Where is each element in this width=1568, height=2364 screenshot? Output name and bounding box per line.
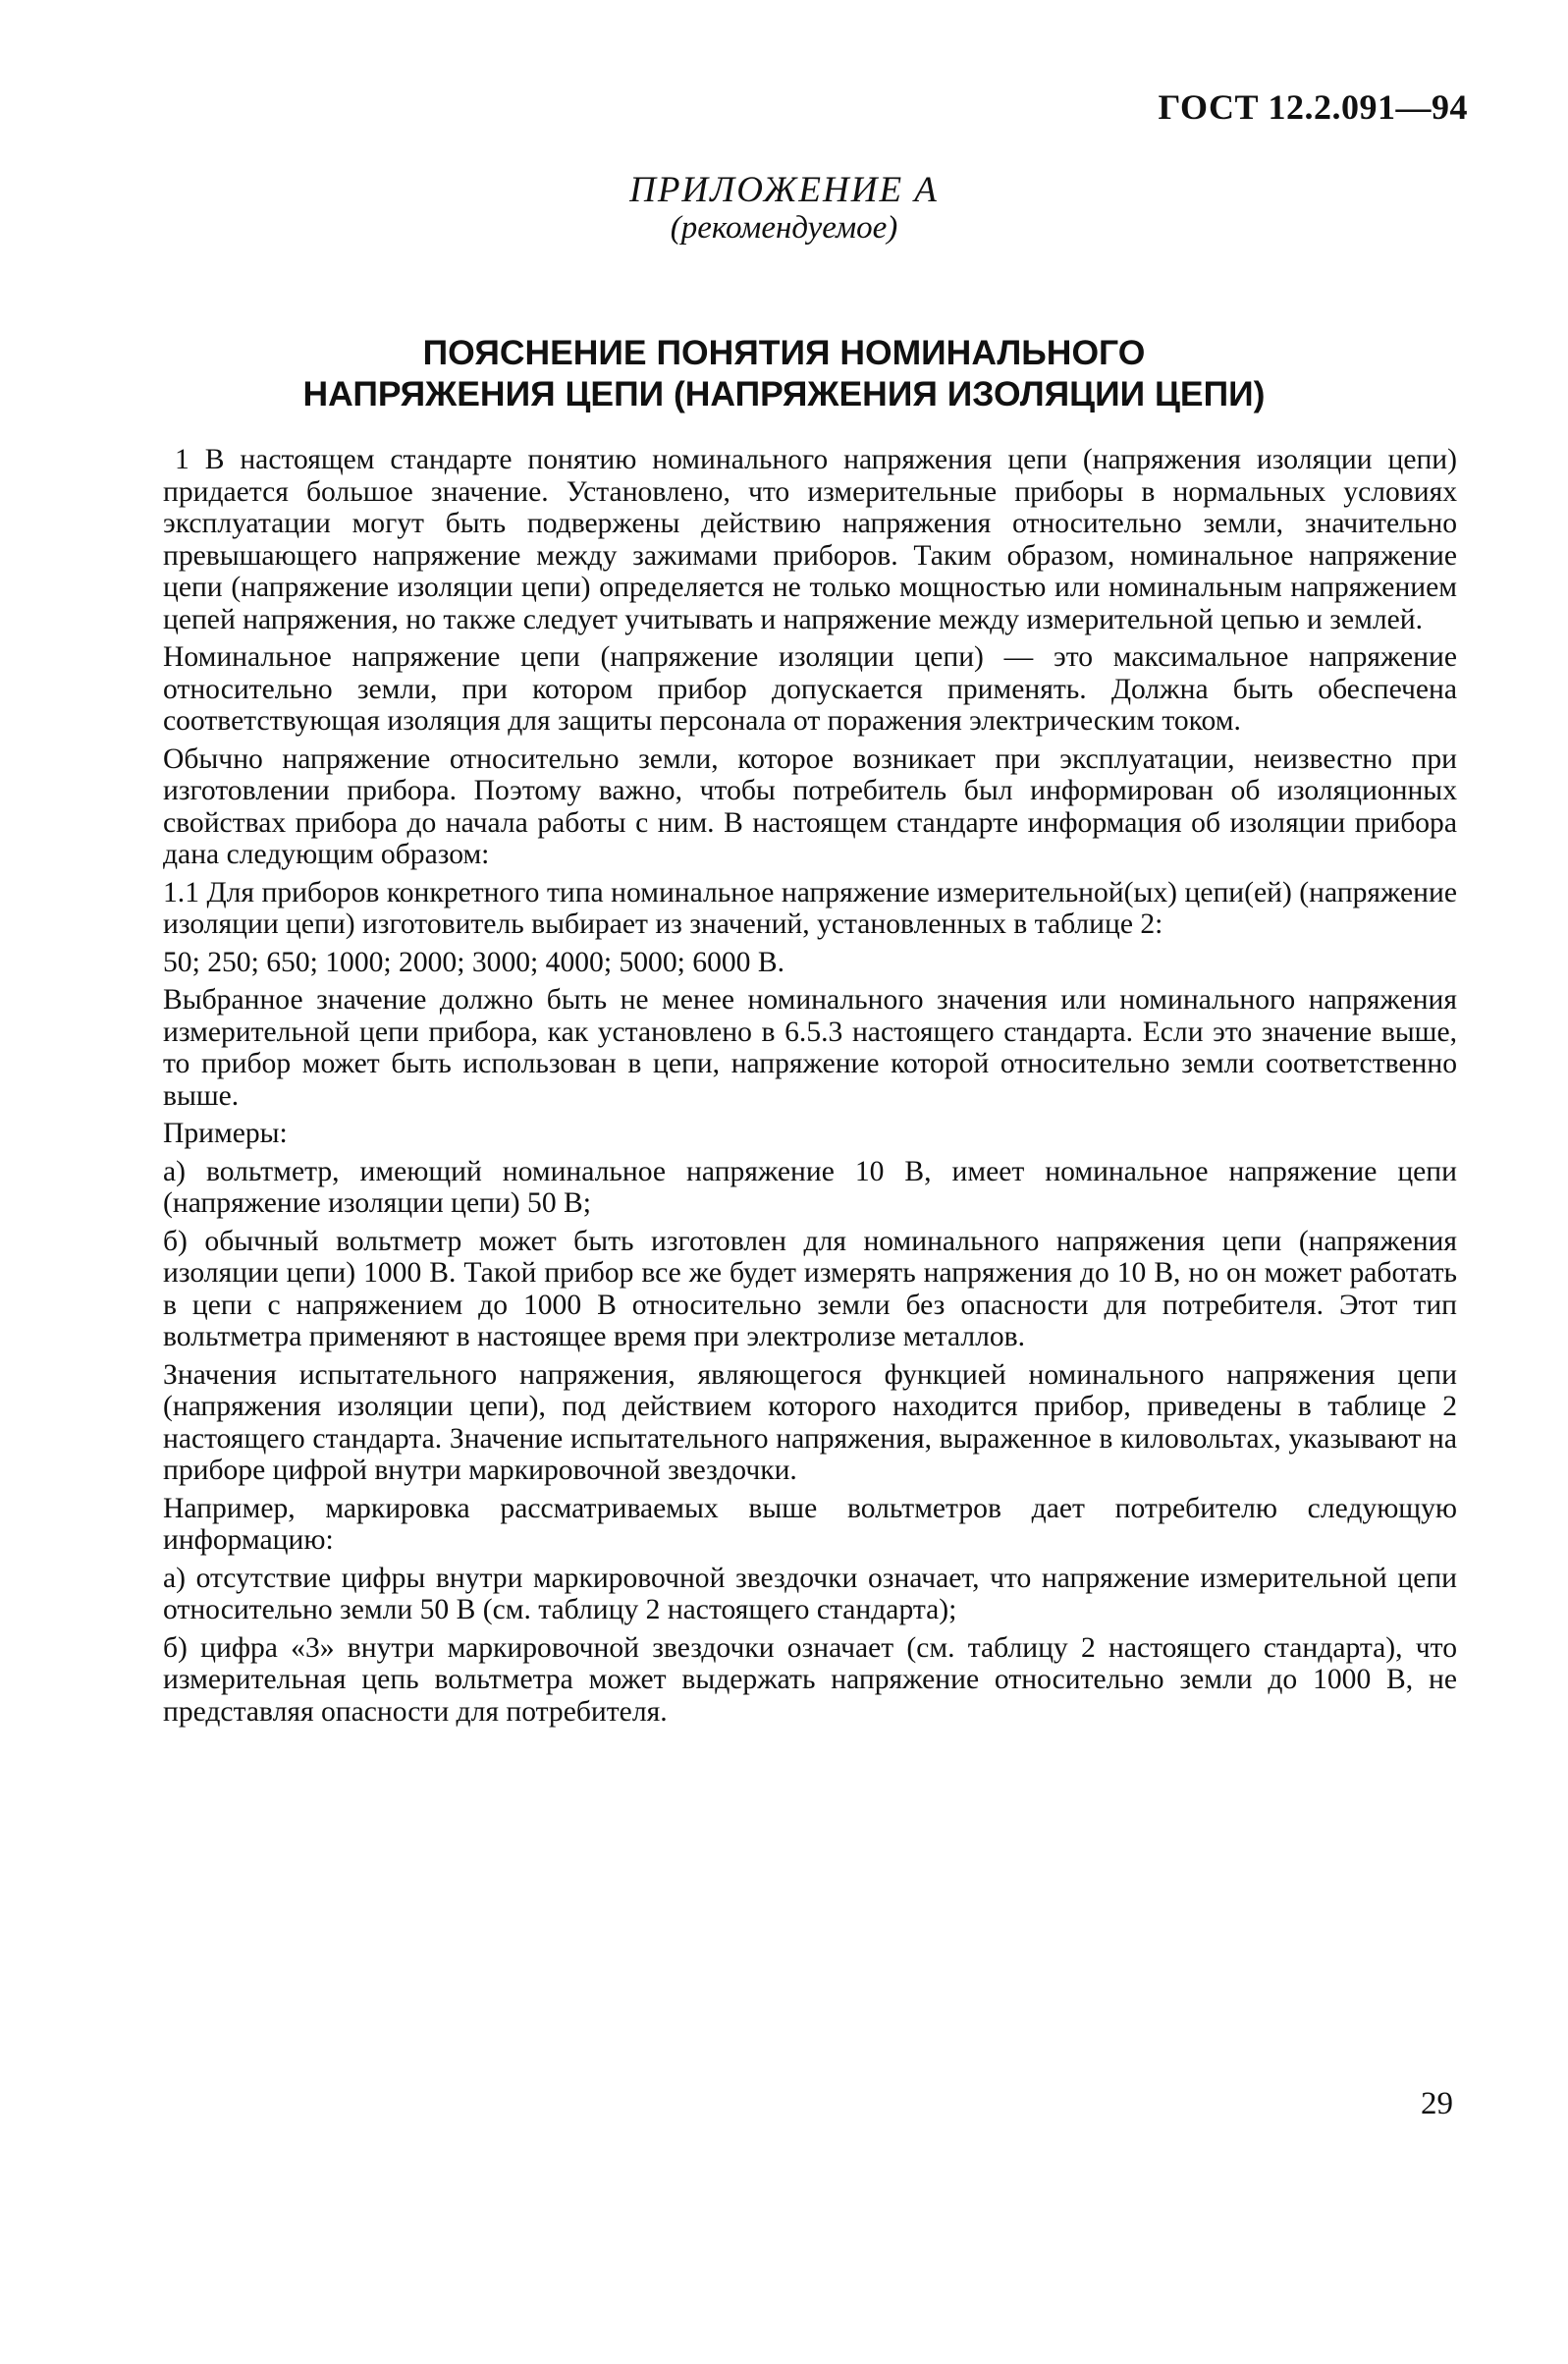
paragraph: Значения испытательного напряжения, являющегося функцией номинального напряжения цепи (напряжения изоляции цепи), под действием которого находится прибор, приведены в таблице 2 настоящего стандарта. Значение испытательного напряжения, выраженное в киловольтах, указывают на приборе цифрой внутри маркировочной звездочки. xyxy=(163,1358,1457,1486)
gost-header: ГОСТ 12.2.091—94 xyxy=(1158,87,1468,127)
paragraph: Выбранное значение должно быть не менее номинального значения или номинального напряжения измерительной цепи прибора, как установлено в 6.5.3 настоящего стандарта. Если это значение выше, то прибор может быть использован в цепи, напряжение которой относительно земли соответственно выше. xyxy=(163,984,1457,1112)
paragraph: Номинальное напряжение цепи (напряжение изоляции цепи) — это максимальное напряжение относительно земли, при котором прибор допускается применять. Должна быть обеспечена соответствующая изоляция для защиты персонала от поражения электрическим током. xyxy=(163,641,1457,737)
paragraph: а) отсутствие цифры внутри маркировочной звездочки означает, что напряжение измерительной цепи относительно земли 50 В (см. таблицу 2 настоящего стандарта); xyxy=(163,1562,1457,1625)
body-text xyxy=(163,444,1457,1733)
paragraph: б) обычный вольтметр может быть изготовлен для номинального напряжения цепи (напряжения изоляции цепи) 1000 В. Такой прибор все же будет измерять напряжения до 10 В, но он может работать в цепи с напряжением до 1000 В относительно земли без опасности для потребителя. Этот тип вольтметра применяют в настоящее время при электролизе металлов. xyxy=(163,1225,1457,1352)
paragraph: 50; 250; 650; 1000; 2000; 3000; 4000; 5000; 6000 В. xyxy=(163,946,784,978)
paragraph: б) цифра «3» внутри маркировочной звездочки означает (см. таблицу 2 настоящего стандарта), что измерительная цепь вольтметра может выдержать напряжение относительно земли до 1000 В, не представляя опасности для потребителя. xyxy=(163,1631,1457,1728)
page-title-line-2: НАПРЯЖЕНИЯ ЦЕПИ (НАПРЯЖЕНИЯ ИЗОЛЯЦИИ ЦЕПИ) xyxy=(302,374,1266,413)
paragraph: Например, маркировка рассматриваемых выше вольтметров дает потребителю следующую информацию: xyxy=(163,1492,1457,1556)
paragraph: 1 В настоящем стандарте понятию номинального напряжения цепи (напряжения изоляции цепи) придается большое значение. Установлено, что измерительные приборы в нормальных условиях эксплуатации могут быть подвержены действию напряжения относительно земли, значительно превышающего напряжение между зажимами приборов. Таким образом, номинальное напряжение цепи (напряжение изоляции цепи) определяется не только мощностью или номинальным напряжением цепей напряжения, но также следует учитывать и напряжение между измерительной цепью и землей. xyxy=(163,444,1457,635)
page-title-line-1: ПОЯСНЕНИЕ ПОНЯТИЯ НОМИНАЛЬНОГО xyxy=(422,333,1146,372)
paragraph: Примеры: xyxy=(163,1118,288,1149)
paragraph: Обычно напряжение относительно земли, которое возникает при эксплуатации, неизвестно при изготовлении прибора. Поэтому важно, чтобы потребитель был информирован об изоляционных свойствах прибора до начала работы с ним. В настоящем стандарте информация об изоляции прибора дана следующим образом: xyxy=(163,742,1457,870)
page-title xyxy=(0,332,1568,414)
page-number: 29 xyxy=(1421,2086,1453,2121)
appendix-subtitle: (рекомендуемое) xyxy=(670,210,898,246)
appendix-title: ПРИЛОЖЕНИЕ А xyxy=(629,170,939,210)
paragraph: 1.1 Для приборов конкретного типа номинальное напряжение измерительной(ых) цепи(ей) (напряжение изоляции цепи) изготовитель выбирает из значений, установленных в таблице 2: xyxy=(163,876,1457,940)
paragraph: а) вольтметр, имеющий номинальное напряжение 10 В, имеет номинальное напряжение цепи (напряжение изоляции цепи) 50 В; xyxy=(163,1155,1457,1219)
